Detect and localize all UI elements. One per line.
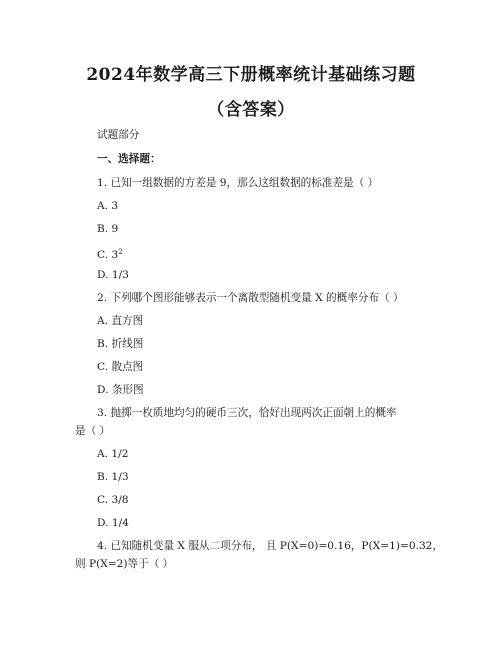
- question-2-option-d: D. 条形图: [97, 384, 144, 396]
- question-1-option-c: [97, 245, 123, 262]
- question-2-stem: 2. 下列哪个图形能够表示一个离散型随机变量 X 的概率分布（ ）: [97, 292, 404, 304]
- question-3-option-a: A. 1/2: [97, 448, 129, 460]
- question-1-option-d: D. 1/3: [97, 269, 129, 281]
- document-subtitle: （含答案）: [207, 100, 295, 120]
- question-3-stem-line2: 是（ ）: [75, 425, 111, 437]
- question-3-stem-line1: 3. 抛掷一枚质地均匀的硬币三次，恰好出现两次正面朝上的概率: [97, 407, 397, 419]
- question-3-option-c: C. 3/8: [97, 494, 129, 506]
- question-3-option-b: B. 1/3: [97, 471, 129, 483]
- question-1-option-b: B. 9: [97, 223, 119, 235]
- question-2-option-c: C. 散点图: [97, 361, 144, 373]
- section-heading: 一、选择题：: [97, 153, 161, 165]
- option-c-text: C. 3: [97, 249, 119, 261]
- part-label: 试题部分: [97, 129, 140, 141]
- question-1-stem: 1. 已知一组数据的方差是 9，那么这组数据的标准差是（ ）: [97, 177, 379, 189]
- option-c-exponent: 2: [118, 248, 123, 256]
- question-4-stem-line1: 4. 已知随机变量 X 服从二项分布， 且 P(X=0)=0.16，P(X=1)=0.32，: [97, 540, 444, 552]
- question-3-option-d: D. 1/4: [97, 517, 129, 529]
- question-1-option-a: A. 3: [97, 200, 119, 212]
- question-2-option-a: A. 直方图: [97, 315, 144, 327]
- question-2-option-b: B. 折线图: [97, 338, 144, 350]
- question-4-stem-line2: 则 P(X=2)等于（ ）: [75, 558, 174, 570]
- document-title: 2024年数学高三下册概率统计基础练习题: [86, 65, 416, 85]
